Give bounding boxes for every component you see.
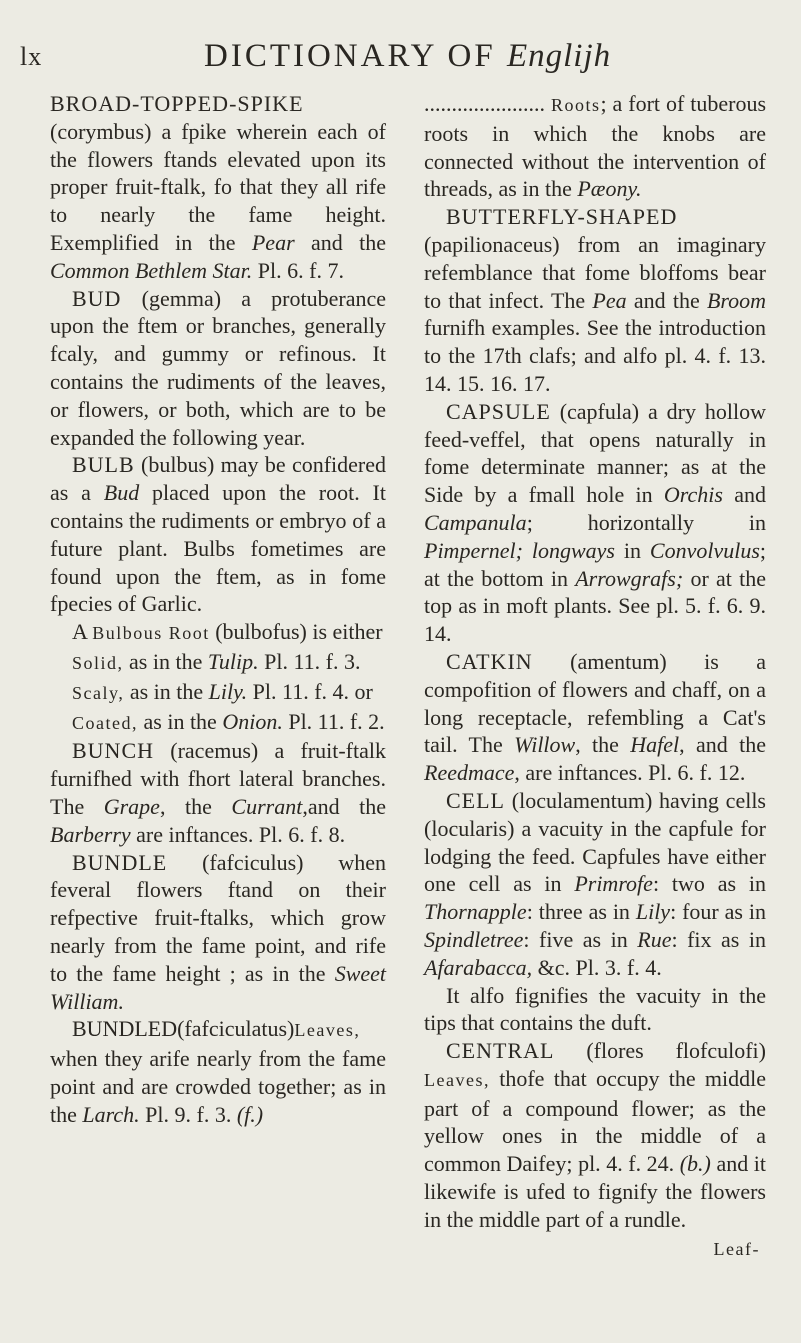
example: Orchis: [663, 482, 723, 508]
running-title-main: DICTIONARY OF: [204, 38, 496, 74]
example: Lily.: [208, 678, 248, 704]
example: Bud: [103, 480, 140, 506]
headword: Bulbous Root: [92, 623, 210, 644]
headword: BUNDLED(fafciculatus): [72, 1016, 295, 1042]
entry-bundle: [50, 849, 386, 1016]
entry-cell: [424, 787, 766, 982]
sub-label: Leaves,: [424, 1069, 490, 1090]
article: A: [72, 619, 87, 645]
example: Barberry: [50, 821, 131, 847]
headword: BUNDLE: [72, 849, 168, 875]
subentry-coated: [50, 708, 386, 738]
plate-reference: Pl. 11. f. 2.: [288, 708, 385, 734]
definition: as in the: [129, 678, 204, 704]
definition: thofe that occupy the middle part of a compound flower; as the yellow ones in the middle of a common Daifey; pl. 4. f. 24.: [424, 1065, 766, 1177]
definition: are inftances. Pl. 6. f. 8.: [136, 821, 346, 847]
definition: ; horizontally in: [526, 509, 766, 535]
entry-catkin: [424, 648, 766, 787]
example: Broom: [706, 287, 767, 313]
definition: (bulbofus) is either: [215, 619, 383, 645]
example: Pæony.: [577, 176, 642, 202]
example: Grape: [103, 793, 160, 819]
headword: BUTTERFLY-SHAPED: [446, 204, 678, 230]
headword: BROAD-TOPPED-SPIKE: [50, 91, 304, 116]
headword: CATKIN: [446, 648, 533, 674]
definition: placed upon the root. It contains the rudiments or embryo of a future plant. Bulbs fometimes are found upon the ftem, as in fome fpecies of Garlic.: [50, 480, 386, 617]
separator: ,and the: [302, 793, 386, 819]
plate-reference: Pl. 9. f. 3.: [145, 1101, 232, 1127]
example: Currant: [231, 793, 303, 819]
definition: (capfula) a dry hollow feed-veffel, that opens naturally in fome determinate manner; as at the Side by a fmall hole in: [424, 398, 766, 508]
example: Campanula: [424, 509, 527, 535]
headword: Roots: [550, 95, 601, 115]
page-number: lx: [20, 42, 43, 71]
catchword: [424, 1234, 766, 1264]
definition: (flores flofculofi): [586, 1038, 766, 1064]
subentry-solid: [50, 648, 386, 678]
connector: and: [734, 482, 766, 508]
example: Convolvulus: [649, 537, 760, 563]
sub-label: Solid,: [72, 652, 124, 673]
figure-note: (b.): [679, 1151, 711, 1177]
headword: CAPSULE: [446, 398, 551, 424]
entry-bundled: [50, 1015, 386, 1128]
example: Larch.: [82, 1101, 140, 1127]
definition: (racemus) a fruit-ftalk furnifhed with fhort lateral branches. The: [50, 738, 386, 819]
entry-bulb: [50, 451, 386, 618]
headword: CENTRAL: [446, 1038, 555, 1064]
entry-broad-topped-spike: [50, 90, 386, 285]
separator: : fix as in: [671, 926, 767, 952]
definition: (loculamentum) having cells (locularis) a vacuity in the capfule for lodging the feed. Capfules have either one cell as in: [424, 787, 766, 897]
definition: ; a fort of tuberous roots in which the knobs are connected without the intervention of threads, as in the: [424, 91, 767, 202]
definition: (papilionaceus) from an imaginary refemblance that fome bloffoms bear to that infect. The: [424, 231, 766, 313]
headword: BULB: [72, 452, 135, 478]
definition: (amentum) is a compofition of flowers and chaff, on a long receptacle, refembling a Cat's tail. The: [424, 648, 766, 758]
example: Reedmace: [424, 760, 515, 786]
running-title: [204, 38, 611, 75]
definition: or at the top as in moft plants. See pl. 5. f. 6. 9. 14.: [424, 565, 767, 647]
connector: in: [623, 537, 641, 563]
definition: as in the: [143, 708, 217, 734]
definition: (gemma) a protuberance upon the ftem or branches, generally fcaly, and gummy or refinous. It contains the rudiments of the leaves, or flowers, or both, which are to be expanded the following year.: [50, 285, 386, 450]
example: Arrowgrafs;: [575, 565, 684, 591]
example: longways: [531, 537, 615, 563]
example: Willow: [514, 732, 576, 758]
definition: and it likewife is ufed to fignify the flowers in the middle part of a rundle.: [424, 1151, 766, 1232]
example: Pea: [592, 287, 627, 313]
separator: , the: [159, 793, 212, 819]
definition: (bulbus) may be confidered as a: [50, 452, 387, 506]
definition: as in the: [129, 648, 203, 674]
figure-note: (f.): [236, 1101, 264, 1127]
sub-label: Coated,: [72, 712, 138, 733]
entry-capsule: [424, 398, 766, 648]
entry-roots-continued: [424, 90, 766, 203]
example: Afarabacca,: [424, 954, 533, 980]
example: Pear: [251, 229, 295, 255]
plate-reference: &c. Pl. 3. f. 4.: [537, 954, 662, 980]
example: Lily: [635, 899, 671, 925]
example: Pimpernel;: [424, 537, 523, 563]
example: Sweet William.: [50, 960, 387, 1014]
separator: : four as in: [670, 899, 766, 925]
running-head: [0, 38, 801, 78]
running-title-italic: Englijh: [506, 38, 612, 74]
separator: , the: [575, 732, 619, 758]
plate-reference: Pl. 11. f. 4. or: [252, 678, 373, 704]
example: Common Bethlem Star.: [50, 257, 253, 283]
entry-cell-continued: It alfo fignifies the vacuity in the tips that contains the duft.: [424, 982, 766, 1036]
example: Tulip.: [207, 648, 259, 674]
definition: (fafciculus) when feveral flowers ftand on their refpective fruit-ftalks, which grow nearly from the fame point, and rife to the fame height ; as in the: [50, 849, 386, 986]
separator: , and the: [679, 732, 766, 758]
example: Hafel: [630, 732, 680, 758]
entry-bunch: [50, 737, 386, 848]
right-column: [424, 90, 766, 1263]
dot-leader: ......................: [424, 91, 545, 116]
separator: : two as in: [652, 871, 766, 897]
definition: , are inftances. Pl. 6. f. 12.: [514, 760, 746, 786]
connector: and the: [633, 287, 700, 313]
plate-reference: Pl. 11. f. 3.: [264, 648, 361, 674]
example: Onion.: [222, 708, 283, 734]
example: Rue: [637, 926, 672, 952]
headword: BUNCH: [72, 738, 155, 764]
example: Thornapple: [424, 899, 527, 925]
example: Spindletree: [424, 926, 524, 952]
entry-bud: [50, 285, 386, 452]
entry-central: [424, 1037, 766, 1234]
entry-bulbous-root: [50, 618, 386, 648]
plate-reference: Pl. 6. f. 7.: [257, 257, 344, 283]
example: Primrofe: [574, 871, 653, 897]
headword: CELL: [446, 787, 505, 813]
definition: (corymbus) a fpike wherein each of the flowers ftands elevated upon its proper fruit-ftalk, fo that they all rife to nearly the fame height. Exemplified in the: [50, 118, 386, 255]
catchword-text: Leaf-: [713, 1238, 760, 1259]
definition: when they arife nearly from the fame point and are crowded together; as in the: [50, 1046, 386, 1127]
headword: BUD: [72, 285, 122, 311]
subentry-scaly: [50, 678, 386, 708]
sub-label: Leaves,: [294, 1020, 361, 1041]
definition: furnifh examples. See the introduction to the 17th clafs; and alfo pl. 4. f. 13. 14. 15. 16. 17.: [424, 315, 766, 396]
definition: ; at the bottom in: [424, 537, 767, 591]
entry-butterfly-shaped: [424, 203, 766, 398]
separator: : three as in: [526, 899, 630, 925]
sub-label: Scaly,: [72, 682, 125, 703]
left-column: [50, 90, 386, 1128]
connector: and the: [311, 229, 387, 255]
separator: : five as in: [523, 926, 628, 952]
